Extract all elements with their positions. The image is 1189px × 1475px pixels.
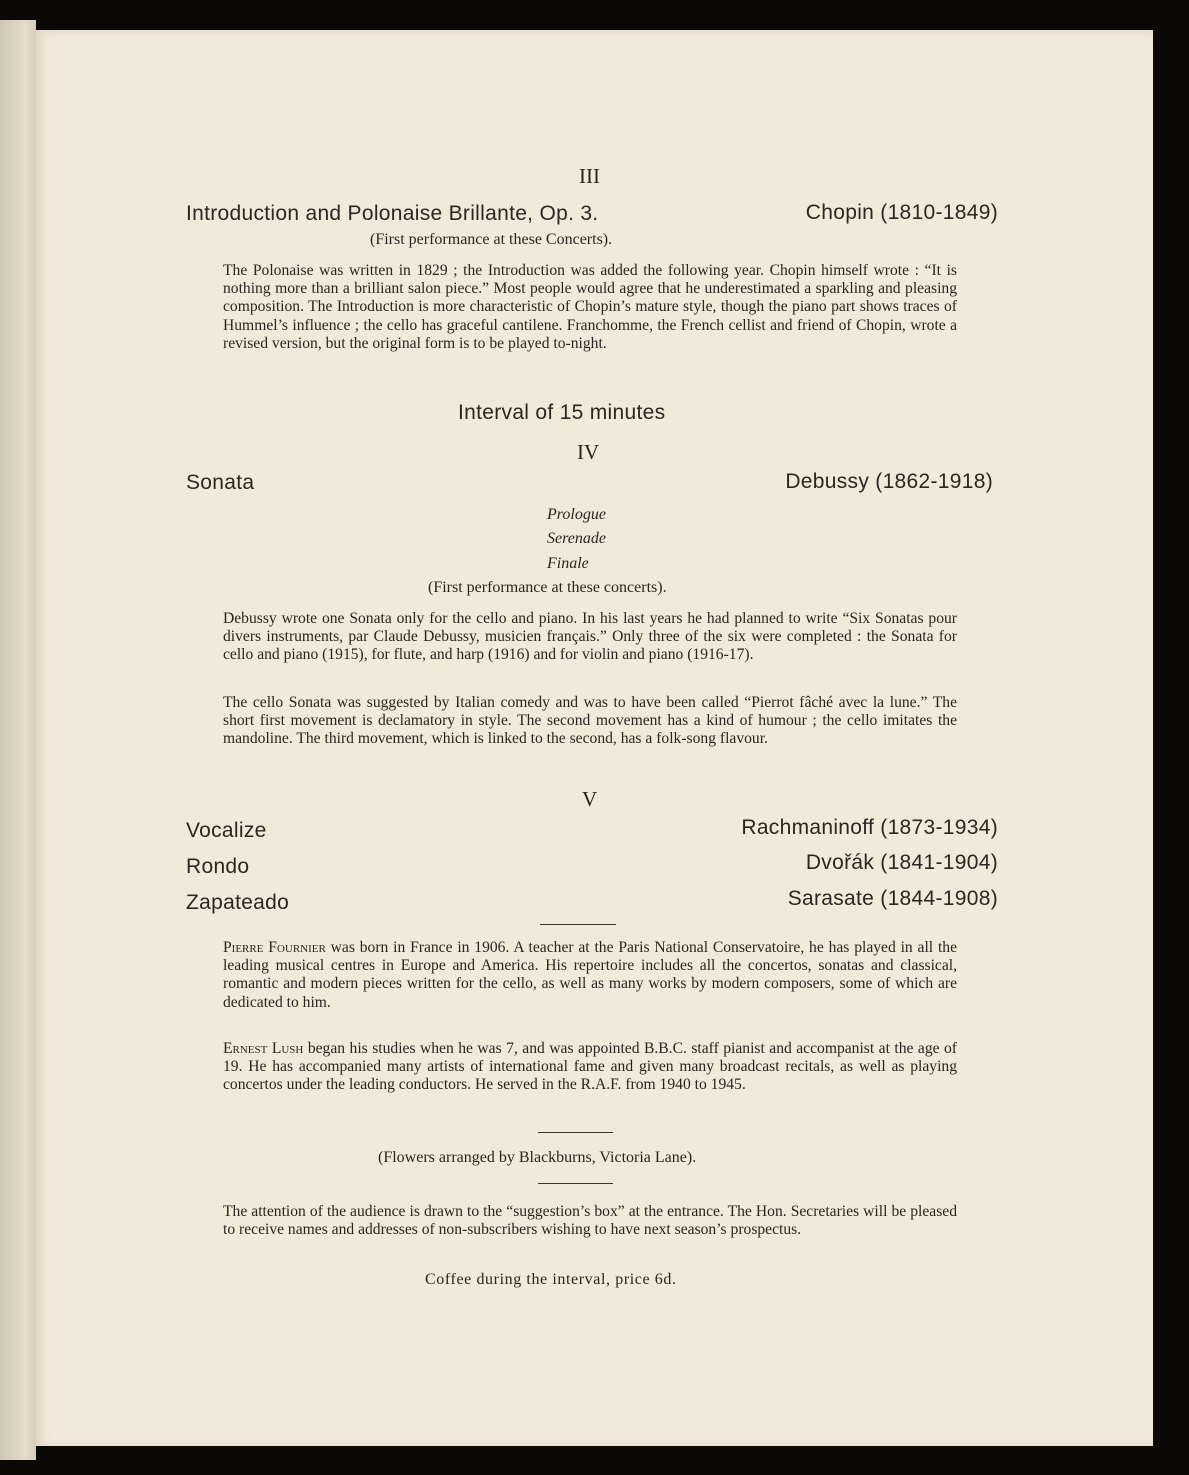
adjacent-page-edge	[0, 20, 36, 1460]
divider-rule	[538, 1183, 613, 1184]
composer-sarasate: Sarasate (1844-1908)	[787, 887, 998, 910]
debussy-paragraph-1	[223, 610, 957, 665]
polonaise-description	[223, 262, 957, 353]
composer-debussy: Debussy (1862-1918)	[785, 470, 993, 493]
movement-finale: Finale	[547, 555, 589, 572]
composer-dvorak: Dvořák (1841-1904)	[805, 851, 998, 874]
first-performance-note-iii: (First performance at these Concerts).	[370, 231, 613, 248]
audience-notice	[223, 1203, 957, 1239]
divider-rule	[540, 924, 616, 925]
piece-title-vocalize: Vocalize	[186, 819, 267, 842]
movement-serenade: Serenade	[547, 530, 606, 547]
bio-lush	[223, 1040, 957, 1095]
piece-title-rondo: Rondo	[186, 855, 250, 878]
section-numeral-iv: IV	[577, 440, 600, 464]
bio-fournier	[223, 939, 957, 1012]
flowers-note: (Flowers arranged by Blackburns, Victoria Lane).	[378, 1149, 697, 1166]
bio-lush-text: began his studies when he was 7, and was appointed B.B.C. staff pianist and accompanist at the age of 19. He has accompanied many artists of international fame and given many broadcast recitals, as well as playing concertos under the leading conductors. He served in the R.A.F. from 1940 to 1945.	[223, 1040, 958, 1094]
debussy-paragraph-2	[223, 694, 957, 749]
first-performance-note-iv: (First performance at these concerts).	[428, 579, 667, 596]
piece-title-polonaise: Introduction and Polonaise Brillante, Op. 3.	[186, 202, 599, 225]
piece-title-sonata: Sonata	[186, 471, 255, 494]
composer-chopin: Chopin (1810-1849)	[805, 201, 998, 224]
bio-fournier-name: Pierre Fournier	[223, 939, 326, 956]
composer-rachmaninoff: Rachmaninoff (1873-1934)	[741, 816, 998, 839]
debussy-paragraph-2-text: The cello Sonata was suggested by Italian comedy and was to have been called “Pierrot fâché avec la lune.” The short first movement is declamatory in style. The second movement has a kind of humour ; the cello imitates the mandoline. The third movement, which is linked to the second, has a folk-song flavour.	[223, 694, 957, 748]
bio-lush-name: Ernest Lush	[223, 1040, 304, 1057]
polonaise-description-text: The Polonaise was written in 1829 ; the Introduction was added the following year. Chopin himself wrote : “It is nothing more than a brilliant salon piece.” Most people would agree that he underestimated a sparkling and pleasing composition. The Introduction is more characteristic of Chopin’s mature style, though the piano part shows traces of Hummel’s influence ; the cello has graceful cantilene. Franchomme, the French cellist and friend of Chopin, wrote a revised version, but the original form is to be played to-night.	[223, 262, 957, 352]
piece-title-zapateado: Zapateado	[186, 891, 290, 914]
divider-rule	[538, 1132, 613, 1133]
bio-fournier-text: was born in France in 1906. A teacher at the Paris National Conservatoire, he has played in all the leading musical centres in Europe and America. His repertoire includes all the concertos, sonatas and classical, romantic and modern pieces written for the cello, as well as many works by modern composers, some of which are dedicated to him.	[223, 939, 957, 1011]
programme-page	[36, 30, 1153, 1446]
interval-heading: Interval of 15 minutes	[458, 401, 666, 424]
audience-notice-text: The attention of the audience is drawn to the “suggestion’s box” at the entrance. The Hon. Secretaries will be pleased to receive names and addresses of non-subscribers wishing to have next season’s prospectus.	[223, 1203, 957, 1239]
debussy-paragraph-1-text: Debussy wrote one Sonata only for the cello and piano. In his last years he had planned to write “Six Sonatas pour divers instruments, par Claude Debussy, musicien français.” Only three of the six were completed : the Sonata for cello and piano (1915), for flute, and harp (1916) and for violin and piano (1916-17).	[223, 610, 957, 664]
section-numeral-iii: III	[579, 164, 600, 188]
coffee-note: Coffee during the interval, price 6d.	[425, 1271, 677, 1288]
movement-prologue: Prologue	[547, 506, 606, 523]
section-numeral-v: V	[582, 787, 598, 811]
